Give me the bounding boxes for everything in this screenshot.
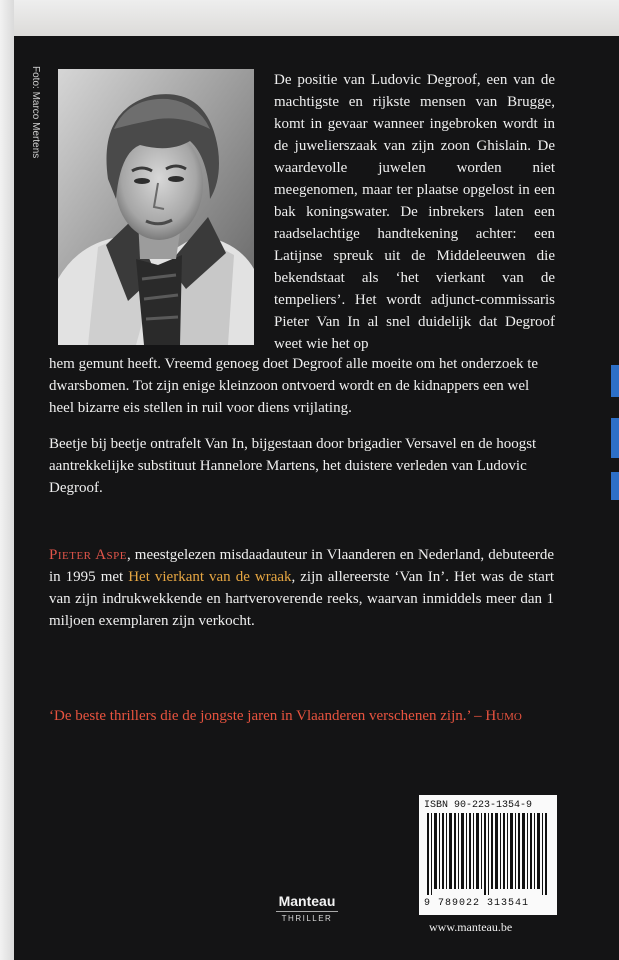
publisher-name: Manteau (278, 893, 336, 909)
blurb-paragraph-2: Beetje bij beetje ontrafelt Van In, bijgestaan door brigadier Versavel en de hoogst aantrekkelijke substituut Hannelore Martens, het duistere verleden van Ludovic Degroof. (49, 436, 537, 496)
author-bio (49, 544, 554, 632)
spine-blue-mark (611, 418, 619, 458)
blurb-paragraph-1-continued: hem gemunt heeft. Vreemd genoeg doet Degroof alle moeite om het onderzoek te dwarsbomen. Tot zijn enige kleinzoon ontvoerd wordt en de kidnappers een wel heel bizarre eis stellen in ruil voor diens vrijlating. (49, 356, 539, 416)
barcode-number: 9 789022 313541 (424, 898, 530, 909)
barcode-panel (419, 795, 557, 915)
book-top-edge (0, 0, 619, 36)
press-quote (49, 705, 569, 727)
barcode-icon (419, 795, 557, 915)
author-name: Pieter Aspe (49, 547, 128, 563)
author-portrait-image (58, 69, 254, 345)
spine-blue-mark (611, 365, 619, 397)
author-bio-text-2: , zijn allereerste ‘Van In’. Het was de start van zijn indrukwekkende en hartveroverende reeks, waarvan inmiddels meer dan 1 miljoen exemplaren zijn verkocht. (49, 569, 554, 629)
quote-source: Humo (485, 708, 522, 724)
debut-title: Het vierkant van de wraak (128, 569, 292, 585)
publisher-divider (276, 911, 338, 912)
author-bio-text-1: , meestgelezen misdaadauteur in Vlaanderen en Nederland, debuteerde in 1995 met (49, 547, 554, 585)
author-photo (58, 69, 254, 345)
blurb-paragraph-1: De positie van Ludovic Degroof, een van de machtigste en rijkste mensen van Brugge, komt in gevaar wanneer ingebroken wordt in de juwelierszaak van zijn zoon Ghislain. De waardevolle juwelen worden niet meegenomen, maar ter plaatse opgelost in een bak koningswater. De inbrekers laten een raadselachtige handtekening achter: een Latijnse spreuk uit de Middeleeuwen die bekendstaat als ‘het vierkant van de tempeliers’. Het wordt adjunct-commissaris Pieter Van In al snel duidelijk dat Degroof weet wie het op (274, 72, 555, 352)
publisher-genre: THRILLER (281, 914, 333, 923)
publisher-logo (270, 893, 344, 923)
quote-text: ‘De beste thrillers die de jongste jaren in Vlaanderen verschenen zijn.’ – (49, 708, 486, 724)
spine-blue-mark (611, 472, 619, 500)
publisher-website: www.manteau.be (429, 920, 513, 934)
book-left-edge (0, 0, 14, 960)
isbn-label: ISBN 90-223-1354-9 (424, 800, 533, 811)
photo-credit: Foto: Marco Mertens (30, 66, 41, 159)
